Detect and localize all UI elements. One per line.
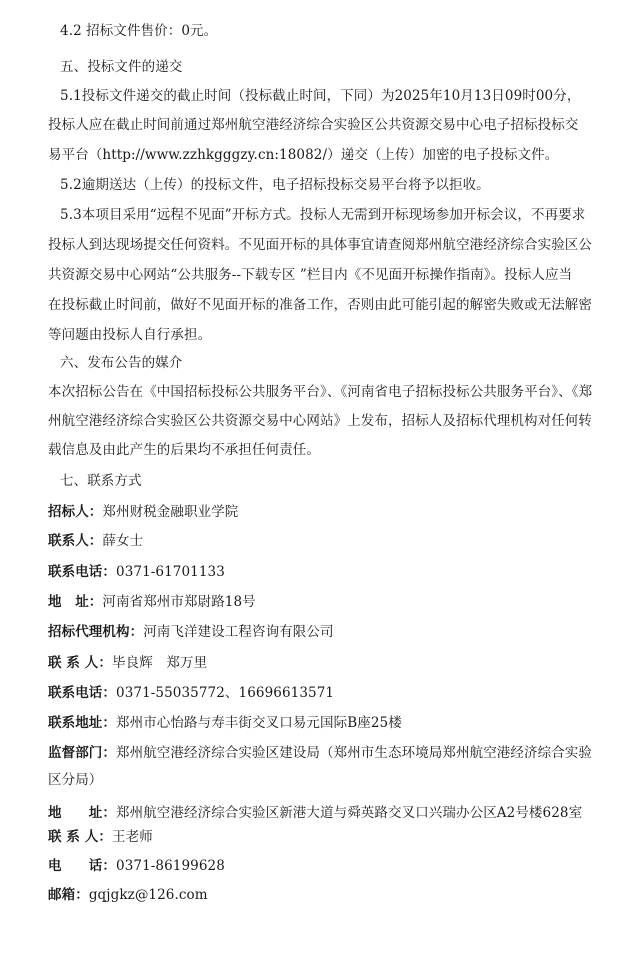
contact2-label: 联 系 人： <box>48 655 112 671</box>
addr3-row <box>48 804 582 822</box>
submit-line-3: 易平台（http://www.zzhkgggzy.cn:18082/）递交（上传）加密的电子投标文件。 <box>48 147 559 163</box>
phone2-label: 联系电话： <box>48 685 116 701</box>
phone1-row <box>48 563 225 581</box>
section-seven-heading: 七、联系方式 <box>60 473 142 489</box>
email-value: gqjgkz@126.com <box>88 887 208 903</box>
remote-opening-line-1: 5.3本项目采用“远程不见面”开标方式。投标人无需到开标现场参加开标会议，不再要求 <box>60 207 586 223</box>
addr3-label: 地 址： <box>48 805 116 821</box>
remote-opening-line-5: 等问题由投标人自行承担。 <box>48 327 212 343</box>
phone1-label: 联系电话： <box>48 564 116 580</box>
contact1-row <box>48 532 143 550</box>
addr2-label: 联系地址： <box>48 715 116 731</box>
section-six-heading: 六、发布公告的媒介 <box>60 355 183 371</box>
agency-row <box>48 623 334 641</box>
contact1-label: 联系人： <box>48 533 103 549</box>
phone3-row <box>48 857 225 875</box>
supervisor-label: 监督部门： <box>48 745 116 761</box>
remote-opening-line-2: 投标人到达现场提交任何资料。不见面开标的具体事宜请查阅郑州航空港经济综合实验区公 <box>48 237 592 253</box>
addr2-value: 郑州市心怡路与寿丰街交叉口易元国际B座25楼 <box>116 715 402 731</box>
contact3-row <box>48 828 153 846</box>
phone2-row <box>48 684 334 702</box>
section-five-heading: 五、投标文件的递交 <box>60 59 183 75</box>
agency-value: 河南飞洋建设工程咨询有限公司 <box>143 624 334 640</box>
supervisor-value: 郑州航空港经济综合实验区建设局（郑州市生态环境局郑州航空港经济综合实验 <box>116 745 592 761</box>
addr3-value: 郑州航空港经济综合实验区新港大道与舜英路交叉口兴瑞办公区A2号楼628室 <box>116 805 583 821</box>
late-submission-line: 5.2逾期送达（上传）的投标文件，电子招标投标交易平台将予以拒收。 <box>60 177 490 193</box>
supervisor-row <box>48 744 592 762</box>
supervisor-cont-row: 区分局） <box>48 772 103 788</box>
addr1-label: 地 址： <box>48 594 103 610</box>
tenderer-label: 招标人： <box>48 504 103 520</box>
contact2-row <box>48 654 207 672</box>
contact3-value: 王老师 <box>112 829 153 845</box>
media-line-1: 本次招标公告在《中国招标投标公共服务平台》、《河南省电子招标投标公共服务平台》、《郑 <box>48 384 593 400</box>
tender-doc-price: 4.2 招标文件售价：0元。 <box>60 23 218 39</box>
email-row <box>48 886 208 904</box>
tenderer-row <box>48 503 238 521</box>
tenderer-value: 郑州财税金融职业学院 <box>102 504 239 520</box>
addr1-value: 河南省郑州市郑尉路18号 <box>102 594 256 610</box>
phone2-value: 0371-55035772、16696613571 <box>116 685 335 701</box>
phone3-value: 0371-86199628 <box>116 858 225 874</box>
remote-opening-line-4: 在投标截止时间前，做好不见面开标的准备工作，否则由此可能引起的解密失败或无法解密 <box>48 297 592 313</box>
agency-label: 招标代理机构： <box>48 624 144 640</box>
media-line-2: 州航空港经济综合实验区公共资源交易中心网站》上发布，招标人及招标代理机构对任何转 <box>48 413 592 429</box>
contact1-value: 薛女士 <box>102 533 144 549</box>
deadline-line: 5.1投标文件递交的截止时间（投标截止时间，下同）为2025年10月13日09时00分， <box>60 88 581 104</box>
phone1-value: 0371-61701133 <box>116 564 225 580</box>
submit-line-2: 投标人应在截止时间前通过郑州航空港经济综合实验区公共资源交易中心电子招标投标交 <box>48 117 579 133</box>
contact3-label: 联 系 人： <box>48 829 112 845</box>
remote-opening-line-3: 共资源交易中心网站“公共服务--下载专区 ”栏目内《不见面开标操作指南》。投标人应当 <box>48 267 573 283</box>
addr1-row <box>48 593 256 611</box>
media-line-3: 载信息及由此产生的后果均不承担任何责任。 <box>48 442 320 458</box>
phone3-label: 电 话： <box>48 858 116 874</box>
contact2-value: 毕良辉 郑万里 <box>112 655 208 671</box>
email-label: 邮箱： <box>48 887 89 903</box>
addr2-row <box>48 714 402 732</box>
